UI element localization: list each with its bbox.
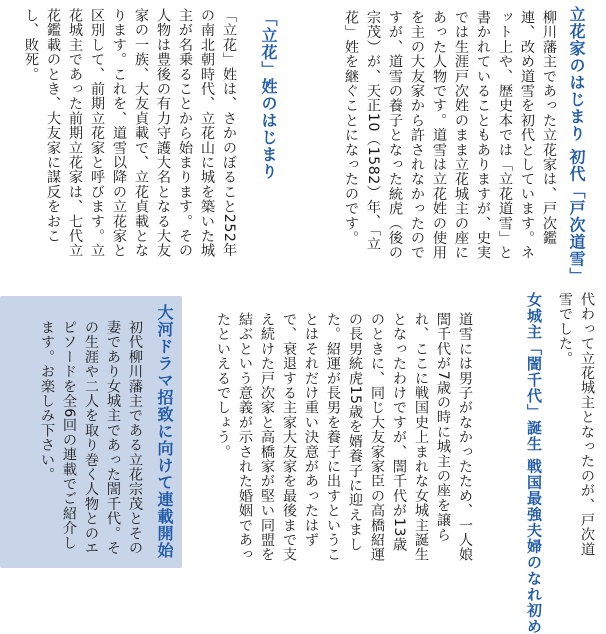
section-heading-ginchiyo: 女城主「誾千代」誕生 戦国最強夫婦のなれ初め xyxy=(525,292,543,634)
section-body-continuation: 代わって立花城主となったのが、戸次道雪でした。 xyxy=(557,292,595,557)
drama-announcement-title: 大河ドラマ招致に向けて連載開始 xyxy=(155,304,174,559)
section-heading-surname-origin: 「立花」姓のはじまり xyxy=(259,10,278,180)
section-body-tachibana: 柳川藩主であった立花家は、戸次鑑連、改め道雪を初代としています。ネット上や、歴史本では「立花道雪」と書かれていることもありますが、史実では生涯戸次姓のまま立花城主の座にあった人物です。道雪は立花姓の使用を主の大友家から許されなかったのですが、道雪の養子となった統虎（後の宗茂）が、天正10（1582）年、「立花」姓を継ぐことになったのです。 xyxy=(343,10,557,260)
section-heading-tachibana-origin: 立花家のはじまり 初代「戸次道雪」 xyxy=(567,6,586,285)
drama-announcement-body: 初代柳川藩主である立花宗茂とその妻であり女城主であった誾千代。その生涯や二人を取り巻く人物とのエピソードを全6回の連載でご紹介します。お楽しみ下さい。 xyxy=(39,320,143,556)
drama-announcement-box xyxy=(0,296,182,568)
section-body-ginchiyo: 道雪には男子がなかったため、一人娘誾千代が7歳の時に城主の座を譲られ、ここに戦国史上まれな女城主誕生となったわけですが、誾千代が13歳のときに、同じ大友家家臣の高橋紹運の長男統虎15歳を婿養子に迎えました。紹運が長男を養子に出すということはそれだけ重い決意があったはずで、衰退する主家大友家を最後まで支え続けた戸次家と高橋家が堅い同盟を結ぶという意義が示された婚姻であったといえるでしょう。 xyxy=(215,312,473,562)
section-body-surname-origin: 「立花」姓は、さかのぼること252年の南北朝時代、立花山に城を築いた城主が名乗ることから始まります。その人物は豊後の有力守護大名となる大友家の一族、大友貞載で、立花貞載となります。これを、道雪以降の立花家と区別して、前期立花家と呼びます。立花城主であった前期立花家は、七代立花鑑載のとき、大友家に謀反をおこし、敗死。 xyxy=(23,8,237,258)
